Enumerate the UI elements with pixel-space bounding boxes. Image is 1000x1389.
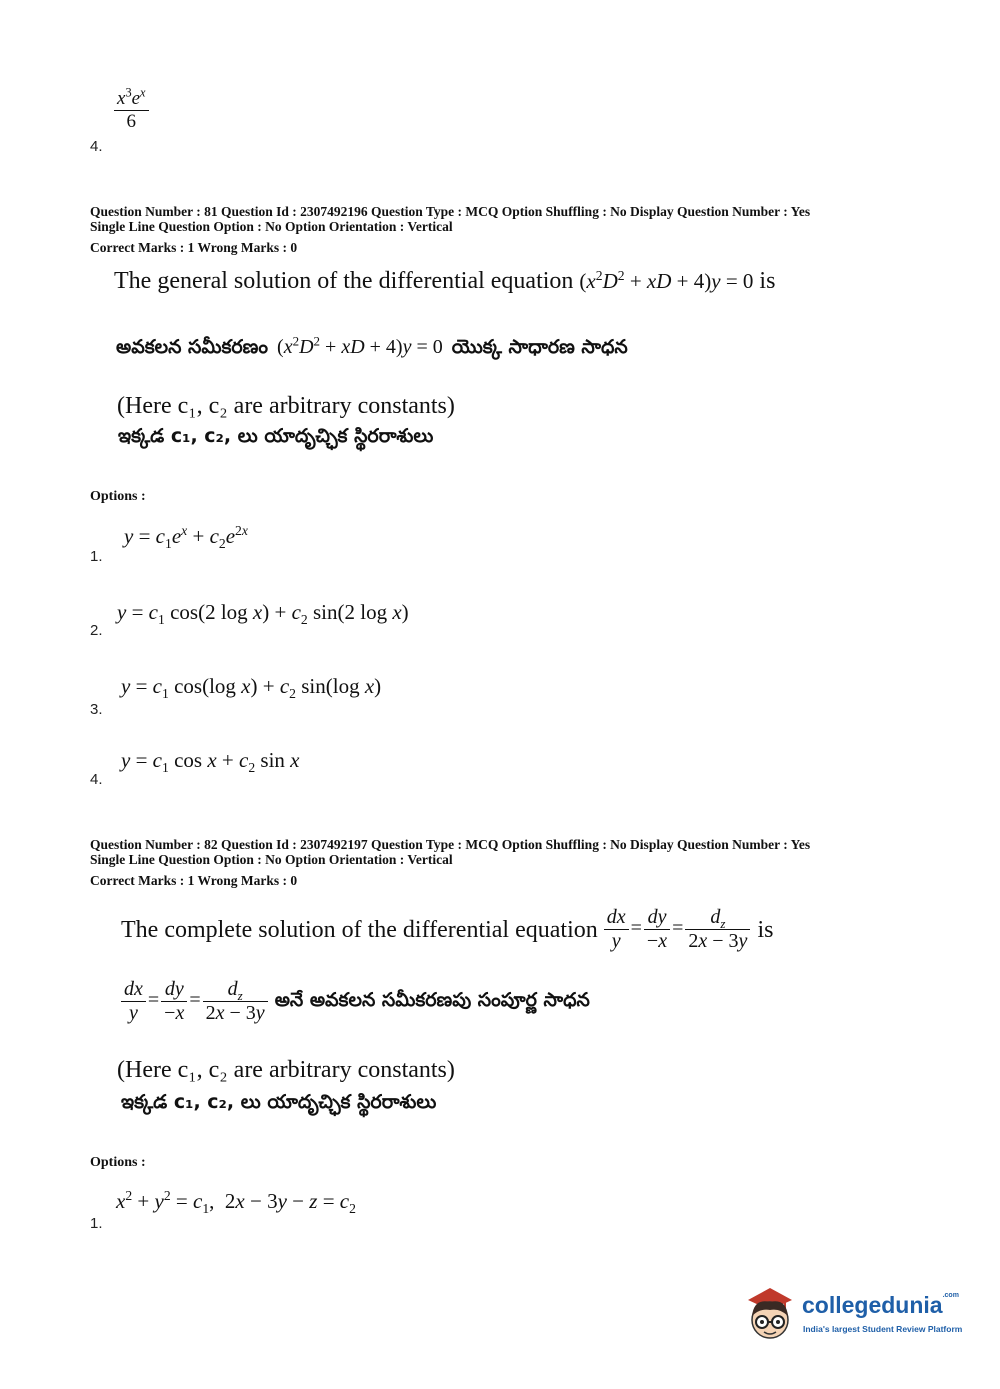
q81-option-3-number: 3. [90,701,103,718]
q81-note-te: ఇక్కడ c₁, c₂, లు యాదృచ్ఛిక స్థిరరాశులు [118,425,434,447]
q81-options-label: Options : [90,489,146,504]
q82-meta-line2: Single Line Question Option : No Option Orientation : Vertical [90,852,453,867]
q81-option-2-number: 2. [90,622,103,639]
q81-question-te-text: అవకలన సమీకరణం [116,336,269,358]
q82-question-te: $\frac{dx}{y}$ = $\frac{dy}{-x}$ = $\frac{d_z}{2x - 3y}$ అనే అవకలన సమీకరణపు సంపూర్ణ సాధన [119,978,590,1025]
q81-option-2-math[interactable]: $y = c_1$ cos(2 $\log x) + c_2$ sin(2 log x) [117,600,409,628]
q82-question-en-text: The complete solution of the differential equation [121,916,598,943]
q82-question-en: The complete solution of the differential equation $\frac{dx}{y}$ = $\frac{dy}{-x}$ = $\frac{d_z}{2x - 3y}$ is [121,906,774,952]
q81-option-1-number: 1. [90,548,103,565]
prev-option-4-number: 4. [90,138,103,155]
mascot-icon [740,1282,800,1344]
q82-question-te-text: అనే అవకలన సమీకరణపు సంపూర్ణ సాధన [274,988,590,1011]
brand-suffix: .com [942,1292,959,1299]
q81-option-3-math[interactable]: $y = c_1$ cos(log $x) + c_2$ sin(log x) [121,674,382,702]
q82-meta [90,837,810,888]
q81-question-te-after: యొక్క సాధారణ సాధన [451,336,628,358]
q82-options-label: Options : [90,1155,146,1170]
q82-note-te: ఇక్కడ c₁, c₂, లు యాదృచ్ఛిక స్థిరరాశులు [121,1091,437,1113]
q81-option-4-math[interactable]: $y = c_1$ $\cos x + c_2$ sin x [121,748,300,776]
q82-option-1-number: 1. [90,1215,103,1232]
q81-meta-line3: Correct Marks : 1 Wrong Marks : 0 [90,240,298,255]
q81-meta [90,204,810,255]
q82-note-en: (Here c₁, c₂ are arbitrary constants) [117,1057,455,1083]
q81-meta-line2: Single Line Question Option : No Option Orientation : Vertical [90,219,453,234]
q81-question-en: The general solution of the differential equation ($x^2D^2$ + xD + 4)y = 0 is [114,268,776,294]
q82-option-1-math[interactable]: $x^2 + y^2 = c_1$, $2x - 3y - z = c_2$ [116,1188,356,1217]
q81-option-4-number: 4. [90,771,103,788]
brand-tagline: India's largest Student Review Platform [803,1324,963,1334]
q82-meta-line1: Question Number : 82 Question Id : 2307492197 Question Type : MCQ Option Shuffling : No Display Question Number : Yes [90,837,811,852]
collegedunia-logo [740,1282,970,1352]
brand-name: collegedunia [802,1292,943,1318]
q82-meta-line3: Correct Marks : 1 Wrong Marks : 0 [90,873,298,888]
q82-question-en-is: is [757,916,774,943]
q81-meta-line1: Question Number : 81 Question Id : 2307492196 Question Type : MCQ Option Shuffling : No Display Question Number : Yes [90,204,811,219]
q81-option-1-math[interactable]: $y = c_1e^x + c_2e^{2x}$ [124,523,248,552]
prev-option-4-math: $\frac{x^3e^x}{6}$ [112,88,151,133]
q81-note-en: (Here c₁, c₂ are arbitrary constants) [117,393,455,419]
q81-question-en-text: The general solution of the differential equation [114,268,574,294]
q81-question-te: అవకలన సమీకరణం ($x^2D^2$ + xD + 4)y = 0 యొక్క సాధారణ సాధన [116,333,628,358]
q81-question-en-is: is [759,268,776,294]
